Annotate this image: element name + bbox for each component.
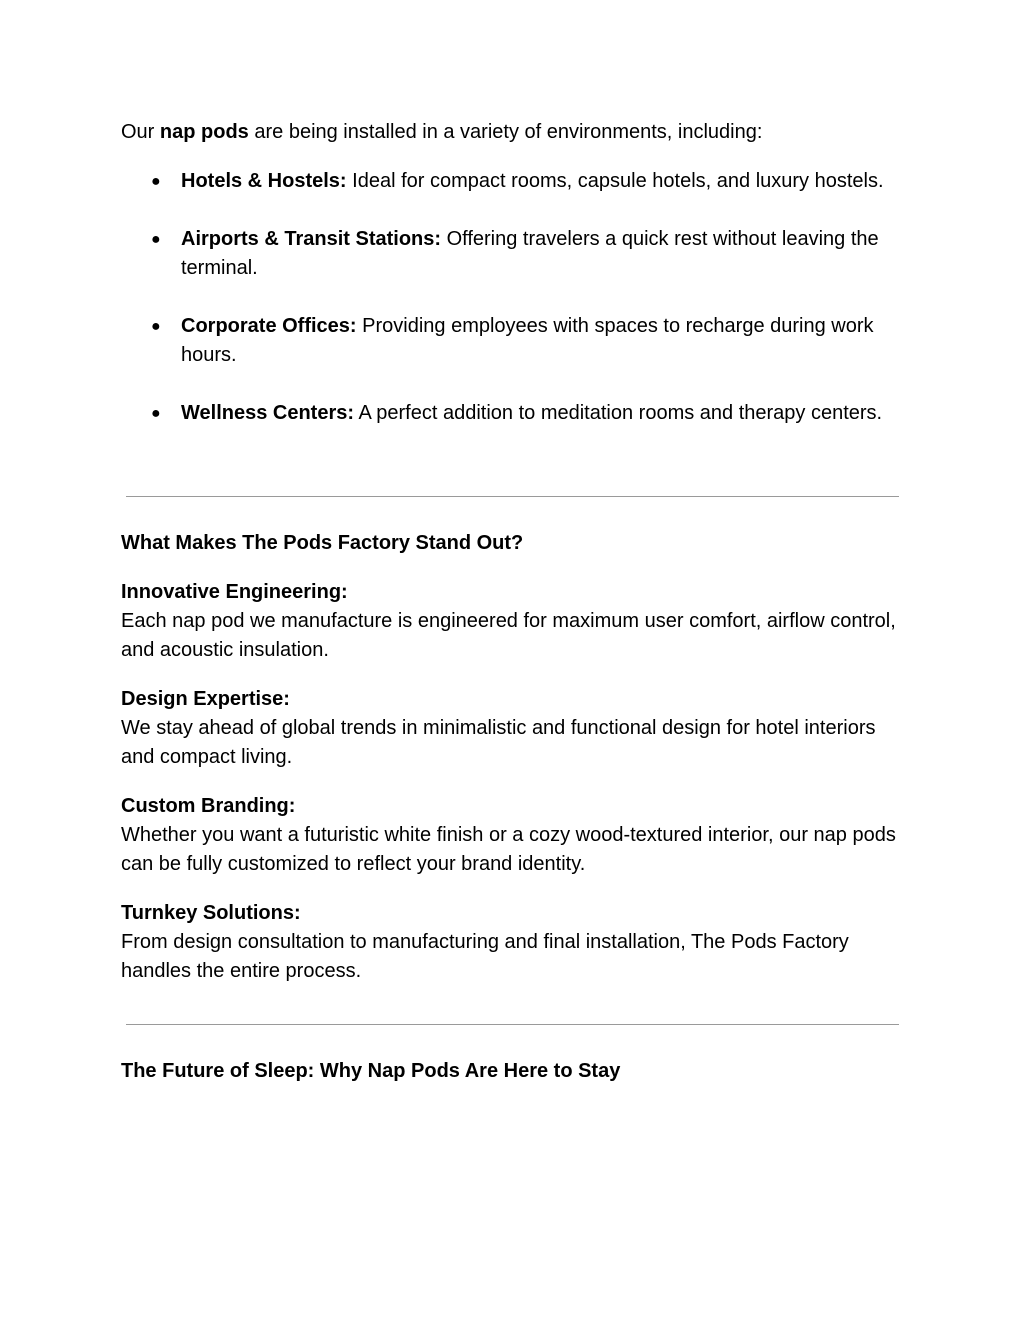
future-heading: The Future of Sleep: Why Nap Pods Are Here to Stay <box>121 1060 621 1082</box>
list-item-text: A perfect addition to meditation rooms and therapy centers. <box>354 402 883 424</box>
bullet-icon: ● <box>151 405 161 422</box>
list-item-title: Wellness Centers: <box>181 402 355 424</box>
feature-block <box>121 899 911 986</box>
list-item-text: Providing employees with spaces to recharge during work hours. <box>181 315 874 366</box>
section-divider <box>126 496 899 497</box>
feature-block <box>121 685 911 772</box>
standout-heading: What Makes The Pods Factory Stand Out? <box>121 532 524 554</box>
feature-body: Each nap pod we manufacture is engineered for maximum user comfort, airflow control, and acoustic insulation. <box>121 610 896 661</box>
list-item-title: Airports & Transit Stations: <box>181 228 442 250</box>
feature-title: Turnkey Solutions: <box>121 902 301 924</box>
list-item <box>121 225 911 283</box>
list-item <box>121 399 911 428</box>
intro-bold-term: nap pods <box>159 121 249 143</box>
list-item-text: Offering travelers a quick rest without leaving the terminal. <box>181 228 879 279</box>
intro-prefix: Our <box>121 121 160 143</box>
feature-block <box>121 578 911 665</box>
bullet-icon: ● <box>151 231 161 248</box>
feature-body: We stay ahead of global trends in minimalistic and functional design for hotel interiors and compact living. <box>121 717 876 768</box>
section-divider <box>126 1024 899 1025</box>
intro-suffix: are being installed in a variety of environments, including: <box>248 121 763 143</box>
feature-title: Custom Branding: <box>121 795 296 817</box>
feature-body: Whether you want a futuristic white finish or a cozy wood-textured interior, our nap pods can be fully customized to reflect your brand identity. <box>121 824 896 875</box>
feature-title: Innovative Engineering: <box>121 581 348 603</box>
list-item-title: Hotels & Hostels: <box>181 170 347 192</box>
list-item <box>121 312 911 370</box>
bullet-icon: ● <box>151 318 161 335</box>
intro-paragraph <box>121 118 911 147</box>
list-item-title: Corporate Offices: <box>181 315 357 337</box>
bullet-icon: ● <box>151 173 161 190</box>
document-content <box>121 118 911 1106</box>
list-item <box>121 167 911 196</box>
feature-block <box>121 792 911 879</box>
environment-list <box>121 167 911 428</box>
list-item-text: Ideal for compact rooms, capsule hotels, and luxury hostels. <box>346 170 884 192</box>
feature-body: From design consultation to manufacturing and final installation, The Pods Factory handles the entire process. <box>121 931 849 982</box>
feature-title: Design Expertise: <box>121 688 290 710</box>
